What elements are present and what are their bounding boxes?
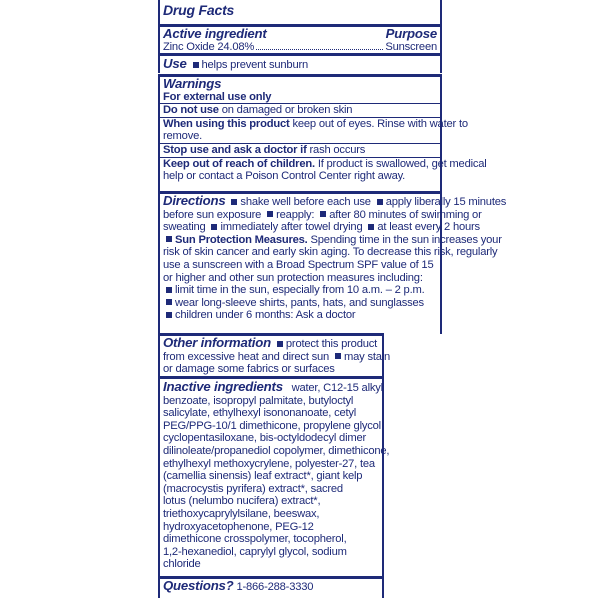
do-not-use-label: Do not use [163, 104, 219, 117]
use-line [160, 56, 440, 72]
directions-line-9 [160, 297, 440, 310]
other-text: from excessive heat and direct sun [163, 350, 330, 363]
other-text: may stain [344, 350, 391, 363]
bullet-icon [166, 312, 172, 318]
bullet-icon [193, 62, 199, 68]
use-heading: Use [163, 56, 187, 71]
inactive-line: (macrocystis pyrifera) extract*, sacred [163, 482, 343, 495]
drug-facts-title: Drug Facts [163, 2, 235, 18]
directions-line-8 [160, 284, 440, 297]
inactive-line: dimethicone crosspolymer, tocopherol, [163, 533, 347, 546]
inactive-line: 1,2-hexanediol, caprylyl glycol, sodium [163, 545, 347, 558]
bullet-icon [166, 287, 172, 293]
questions-heading: Questions? [163, 578, 234, 593]
inactive-line: lotus (nelumbo nucifera) extract*, [163, 495, 321, 508]
inactive-line: cyclopentasiloxane, bis-octyldodecyl dimer [163, 432, 367, 445]
directions-text: immediately after towel drying [220, 221, 363, 234]
inactive-line: triethoxycaprylylsilane, beeswax, [163, 507, 320, 520]
bullet-icon [368, 224, 374, 230]
when-using-line-2: remove. [163, 130, 203, 143]
warnings-heading: Warnings [163, 76, 222, 91]
inactive-line: benzoate, isopropyl palmitate, butyloctyl [163, 394, 354, 407]
directions-section [158, 191, 507, 334]
active-ingredient-heading: Active ingredient [163, 26, 267, 41]
inactive-line: dilinoleate/propanediol copolymer, dimethicone, [163, 444, 390, 457]
directions-text: apply liberally 15 minutes [385, 196, 507, 208]
do-not-use-text: on damaged or broken skin [221, 104, 353, 117]
other-information-section [158, 333, 391, 378]
directions-text: wear long-sleeve shirts, pants, hats, and sunglasses [175, 296, 424, 309]
keep-out-text: If product is swallowed, get medical [317, 157, 487, 170]
inactive-line: chloride [163, 558, 201, 571]
active-ingredient-section [158, 24, 442, 56]
use-section [158, 53, 442, 73]
directions-heading: Directions [163, 193, 226, 208]
when-using-line [160, 117, 468, 131]
bullet-icon [277, 341, 283, 347]
directions-text: reapply: [276, 208, 315, 221]
directions-text: limit time in the sun, especially from 10 a.m. – 2 p.m. [175, 284, 425, 297]
directions-text: Spending time in the sun increases your [310, 233, 502, 246]
keep-out-line [160, 157, 487, 171]
when-using-label: When using this product [163, 117, 290, 130]
directions-line-5: risk of skin cancer and early skin aging. To decrease this risk, regularly [163, 246, 498, 259]
stop-use-text: rash occurs [309, 143, 366, 156]
leader-dots [256, 41, 383, 51]
external-use-line: For external use only [163, 90, 272, 103]
drug-facts-panel [158, 0, 507, 595]
purpose-heading: Purpose [385, 26, 437, 41]
do-not-use-line [160, 103, 440, 117]
inactive-line: salicylate, ethylhexyl isononanoate, cetyl [163, 407, 357, 420]
inactive-line: ethylhexyl methoxycrylene, polyester-27, tea [163, 457, 375, 470]
title-block [158, 0, 442, 24]
directions-text: before sun exposure [163, 208, 262, 221]
active-ingredient-purpose: Sunscreen [385, 40, 437, 53]
questions-line [160, 579, 382, 594]
inactive-ingredients-section [158, 376, 390, 577]
inactive-line: (camellia sinensis) leaf extract*, giant kelp [163, 470, 363, 483]
bullet-icon [166, 236, 172, 242]
stop-use-line [160, 143, 440, 157]
directions-text: after 80 minutes of swimming or [329, 208, 482, 221]
sun-protection-label: Sun Protection Measures. [175, 233, 308, 246]
bullet-icon [335, 353, 341, 359]
directions-line-1 [160, 193, 507, 209]
keep-out-label: Keep out of reach of children. [163, 157, 315, 170]
inactive-line: PEG/PPG-10/1 dimethicone, propylene glycol, [163, 419, 384, 432]
inactive-text: water, C12-15 alkyl [291, 382, 383, 394]
inactive-line-1 [160, 379, 382, 395]
other-text: protect this product [285, 338, 378, 350]
bullet-icon [211, 224, 217, 230]
directions-text: children under 6 months: Ask a doctor [175, 309, 356, 322]
other-line-3: or damage some fabrics or surfaces [163, 363, 335, 376]
directions-line-3 [160, 221, 480, 234]
directions-line-2 [160, 208, 482, 222]
questions-phone: 1-866-288-3330 [236, 581, 314, 593]
inactive-ingredients-heading: Inactive ingredients [163, 379, 283, 394]
directions-text: at least every 2 hours [377, 221, 480, 234]
use-text: helps prevent sunburn [201, 59, 309, 71]
bullet-icon [377, 199, 383, 205]
keep-out-line-2: help or contact a Poison Control Center right away. [163, 170, 406, 183]
bullet-icon [267, 211, 273, 217]
bullet-icon [166, 299, 172, 305]
directions-line-4 [160, 233, 502, 247]
bullet-icon [320, 211, 326, 217]
stop-use-label: Stop use and ask a doctor if [163, 143, 307, 156]
directions-text: shake well before each use [240, 196, 371, 208]
directions-line-7: or higher and other sun protection measures including: [163, 271, 423, 284]
other-information-heading: Other information [163, 335, 271, 350]
other-line-1 [160, 336, 382, 351]
active-ingredient-name: Zinc Oxide 24.08% [163, 40, 255, 53]
when-using-text: keep out of eyes. Rinse with water to [292, 117, 468, 130]
directions-text: sweating [163, 221, 206, 234]
active-ingredient-row [160, 41, 440, 54]
warnings-section [158, 74, 487, 193]
inactive-line: hydroxyacetophenone, PEG-12 [163, 520, 314, 533]
active-header-row [160, 27, 440, 41]
other-line-2 [160, 350, 391, 364]
bullet-icon [231, 199, 237, 205]
directions-line-10 [160, 309, 440, 322]
directions-line-6: use a sunscreen with a Broad Spectrum SPF value of 15 [163, 258, 434, 271]
